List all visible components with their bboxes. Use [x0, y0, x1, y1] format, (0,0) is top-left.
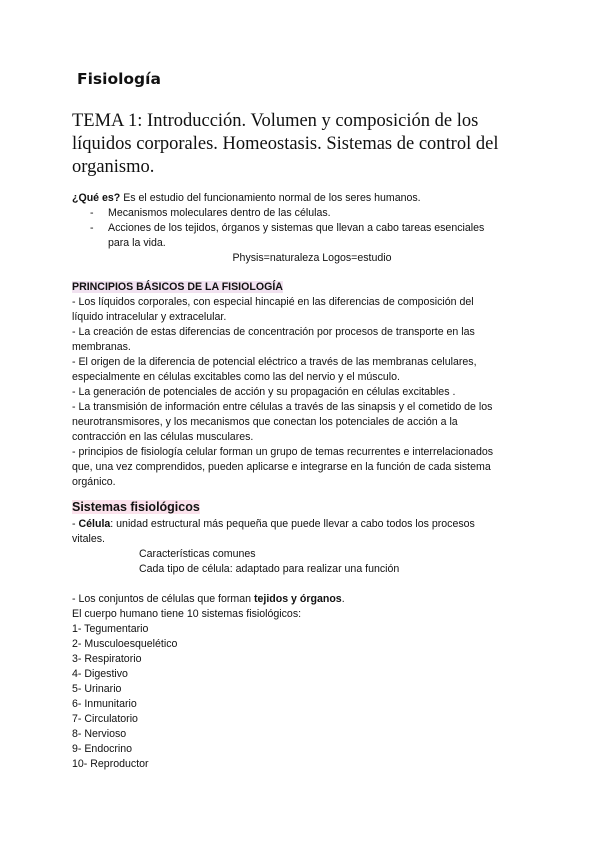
bullet-dash: - [90, 222, 94, 234]
celula-line [72, 517, 532, 532]
sistemas-heading: Sistemas fisiológicos [72, 500, 200, 514]
principios-line: especialmente en células excitables como las del nervio y el músculo. [72, 371, 400, 383]
principios-line: neurotransmisores, y los mecanismos que conectan los potenciales de acción a la [72, 416, 458, 428]
list-item: 3- Respiratorio [72, 653, 142, 665]
principios-line: líquido intracelular y extracelular. [72, 311, 227, 323]
principios-line: contracción en las células musculares. [72, 431, 254, 443]
list-item: 5- Urinario [72, 683, 122, 695]
list-item: 1- Tegumentario [72, 623, 149, 635]
list-item: 7- Circulatorio [72, 713, 138, 725]
principios-line: - La transmisión de información entre células a través de las sinapsis y el cometido de los [72, 401, 493, 413]
intro-bullet-text: Mecanismos moleculares dentro de las células. [108, 207, 331, 219]
principios-line: - La creación de estas diferencias de concentración por procesos de transporte en las [72, 326, 475, 338]
list-item [72, 221, 532, 236]
list-item: 10- Reproductor [72, 758, 149, 770]
principios-line: orgánico. [72, 476, 116, 488]
celula-definition: : unidad estructural más pequeña que puede llevar a cabo todos los procesos [110, 518, 475, 530]
intro-definition-line [72, 191, 532, 206]
list-item-continuation [72, 236, 532, 251]
sistemas-section [72, 500, 532, 772]
celula-sub-item: Cada tipo de célula: adaptado para realizar una función [139, 563, 400, 575]
list-item: 9- Endocrino [72, 743, 133, 755]
list-item: 6- Inmunitario [72, 698, 137, 710]
conjuntos-suffix: . [341, 593, 345, 605]
principios-line: que, una vez comprendidos, pueden aplicarse e integrarse en la función de cada sistema [72, 461, 491, 473]
celula-term: Célula [78, 518, 111, 530]
celula-prefix: - [72, 518, 79, 530]
principios-line: - Los líquidos corporales, con especial hincapié en las diferencias de composición del [72, 296, 474, 308]
conjuntos-prefix: - Los conjuntos de células que forman [72, 593, 254, 605]
principios-section [72, 280, 532, 490]
topic-heading: TEMA 1: Introducción. Volumen y composición de los líquidos corporales. Homeostasis. Sistemas de control del organismo. [72, 111, 499, 177]
document-title: Fisiología [77, 70, 161, 88]
list-item: 2- Musculoesquelético [72, 638, 178, 650]
conjuntos-line [72, 592, 532, 607]
principios-line: - La generación de potenciales de acción y su propagación en células excitables . [72, 386, 456, 398]
celula-sub-item: Características comunes [139, 548, 256, 560]
intro-question: ¿Qué es? [72, 192, 121, 204]
systems-count-line: El cuerpo humano tiene 10 sistemas fisiológicos: [72, 608, 302, 620]
bullet-dash: - [90, 207, 94, 219]
conjuntos-term: tejidos y órganos [253, 593, 342, 605]
principios-line: - El origen de la diferencia de potencial eléctrico a través de las membranas celulares, [72, 356, 477, 368]
intro-bullet-text: Acciones de los tejidos, órganos y sistemas que llevan a cabo tareas esenciales [108, 222, 485, 234]
principios-line: membranas. [72, 341, 131, 353]
list-item [72, 206, 532, 221]
celula-definition-cont: vitales. [72, 533, 105, 545]
list-item: 8- Nervioso [72, 728, 127, 740]
spacer [72, 577, 532, 592]
etymology-line: Physis=naturaleza Logos=estudio [232, 252, 392, 264]
principios-heading: PRINCIPIOS BÁSICOS DE LA FISIOLOGÍA [72, 281, 283, 293]
intro-bullet-text: para la vida. [108, 237, 166, 249]
intro-definition: Es el estudio del funcionamiento normal de los seres humanos. [120, 192, 421, 204]
principios-line: - principios de fisiología celular forman un grupo de temas recurrentes e interrelacionados [72, 446, 494, 458]
intro-section [72, 191, 532, 266]
list-item: 4- Digestivo [72, 668, 128, 680]
